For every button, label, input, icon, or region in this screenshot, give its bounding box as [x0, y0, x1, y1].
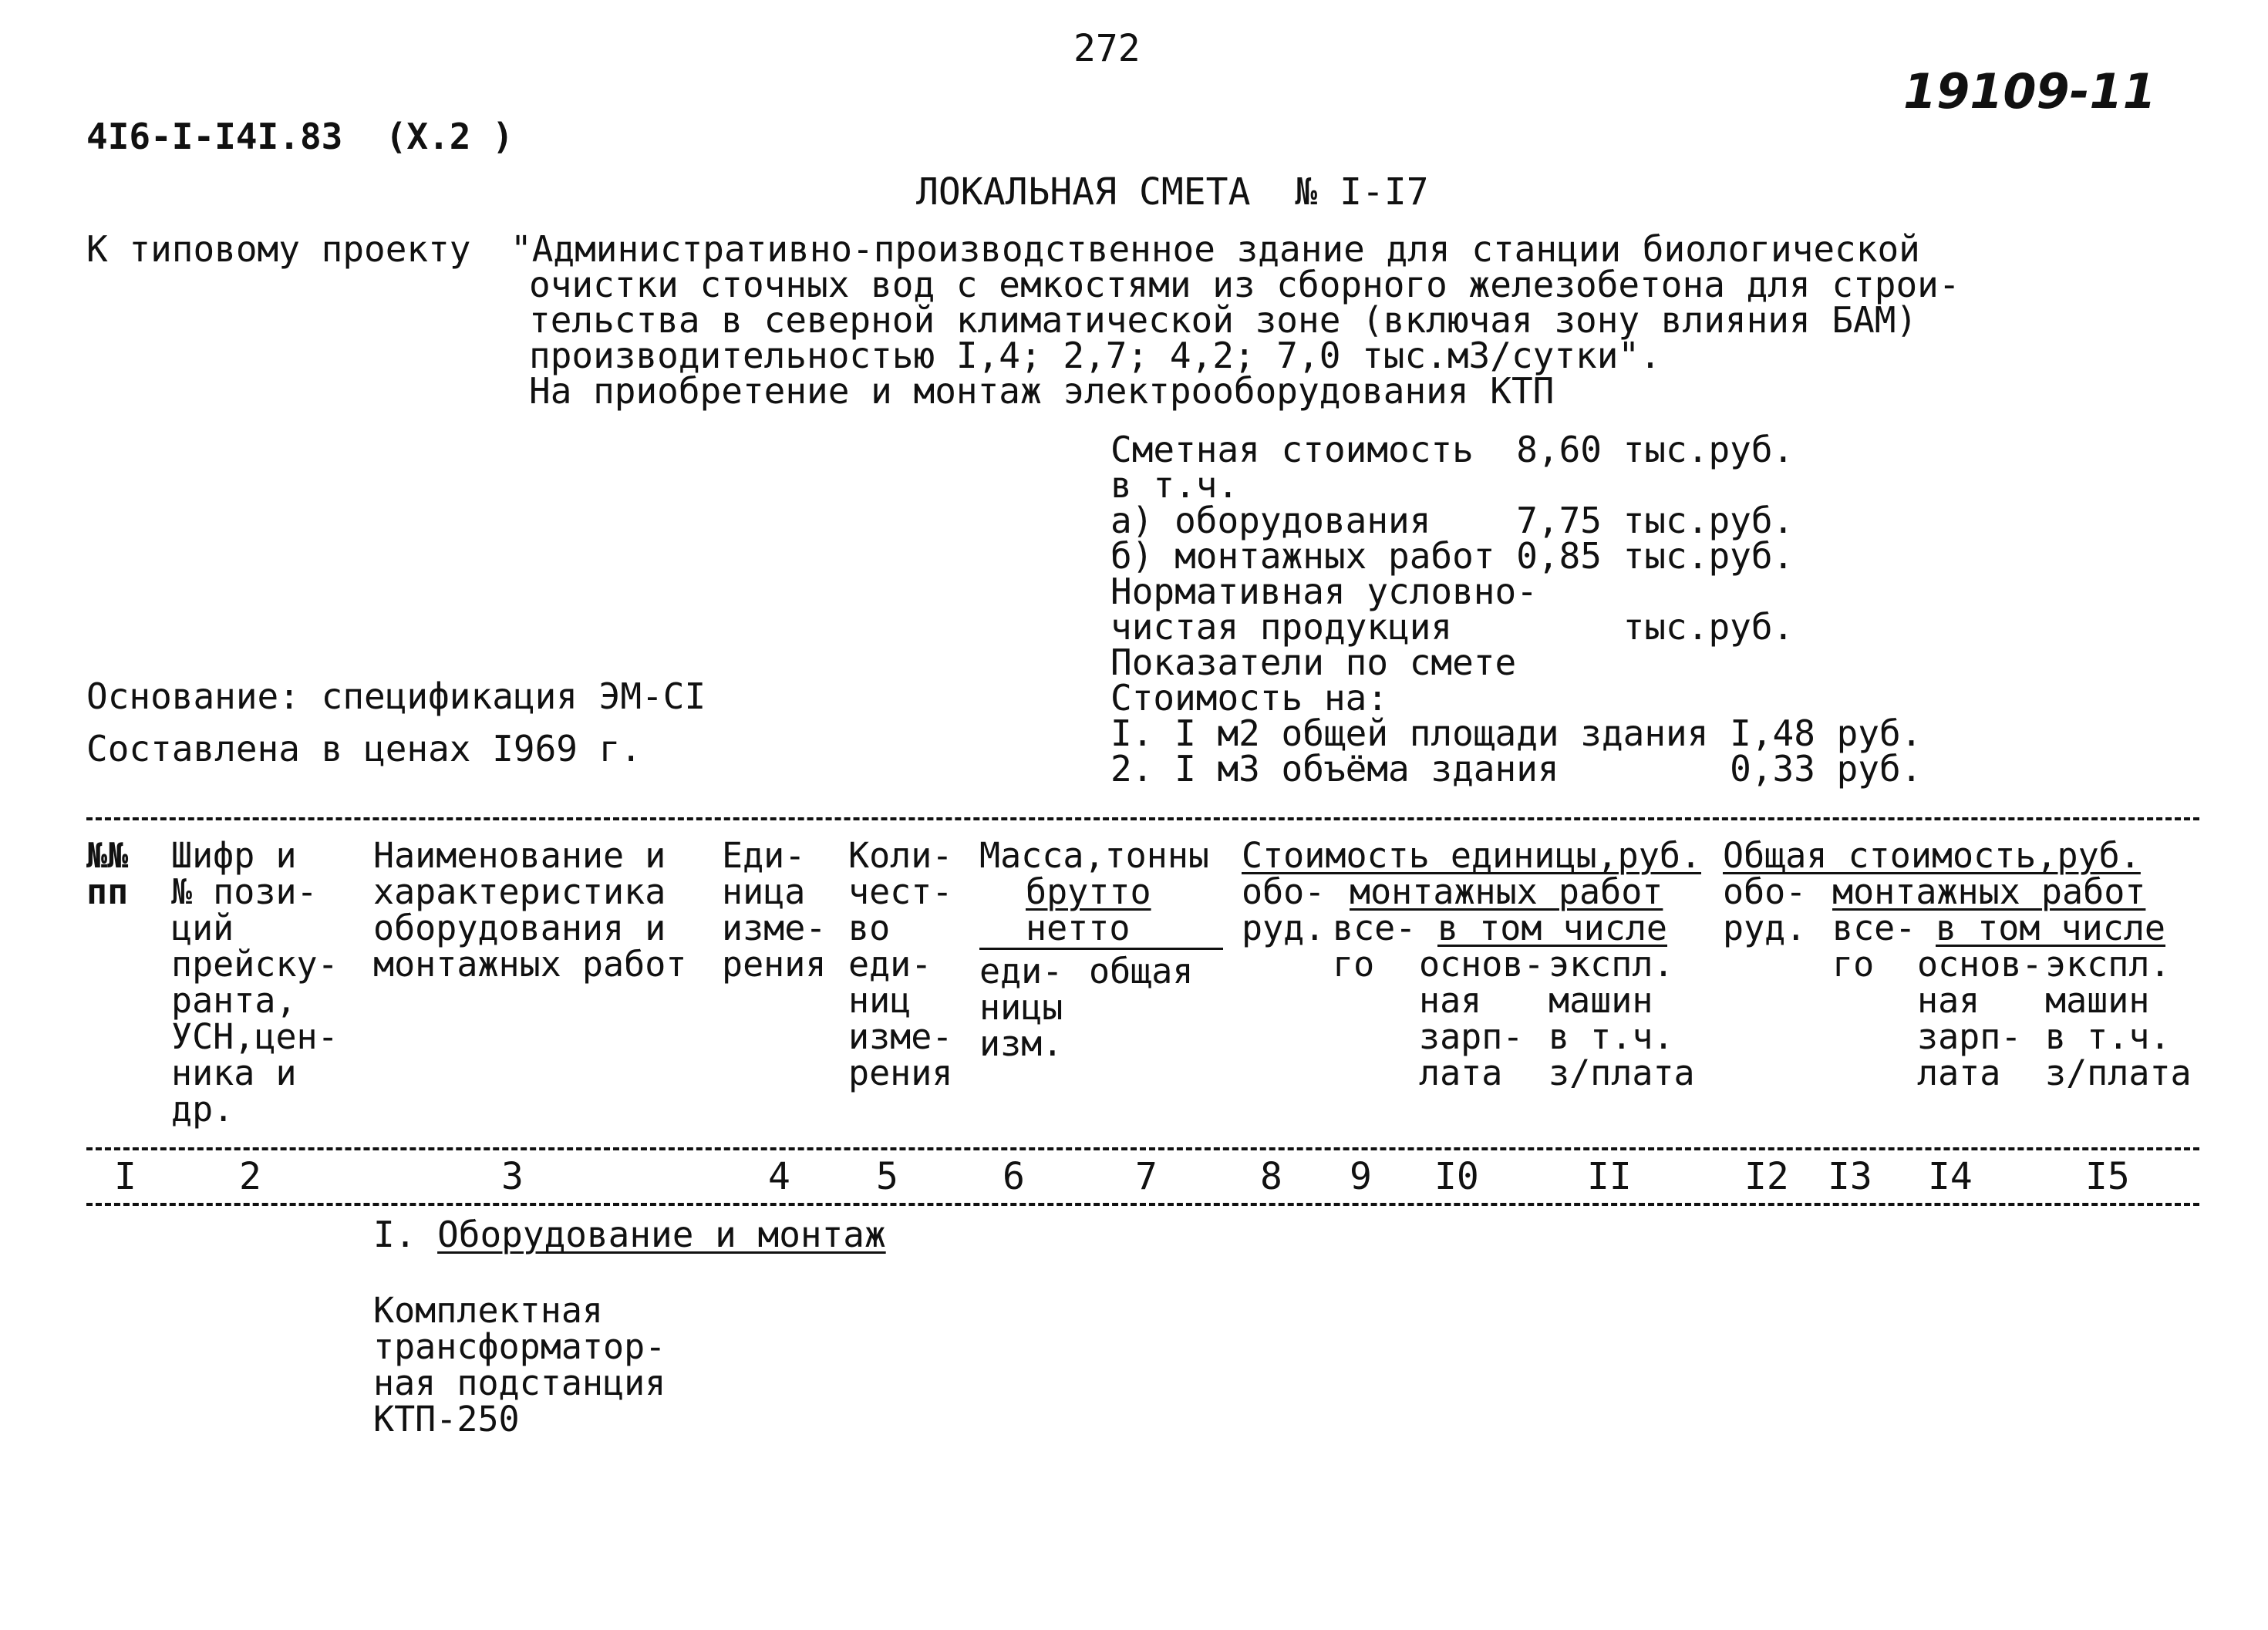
- project-line: производительностью I,4; 2,7; 4,2; 7,0 тыс.м3/сутки".: [529, 335, 1661, 376]
- section-title: Оборудование и монтаж: [437, 1214, 886, 1255]
- summary-line: в т.ч.: [1110, 464, 1239, 506]
- basis-line: Основание: спецификация ЭМ-СI: [86, 675, 706, 717]
- col-header-total-all: все- го: [1832, 908, 1916, 985]
- col-header-mass: Масса,тонны: [979, 835, 1210, 876]
- handwritten-code: 19109-11: [1903, 63, 2156, 120]
- col-header-total-machines: экспл. машин в т.ч. з/плата: [2045, 944, 2192, 1093]
- col-number: I: [114, 1155, 136, 1198]
- project-line: тельства в северной климатической зоне (включая зону влияния БАМ): [529, 299, 1918, 341]
- document-title: ЛОКАЛЬНАЯ СМЕТА № I-I7: [916, 170, 1429, 214]
- col-header-total-incl: в том числе: [1936, 908, 2166, 948]
- summary-line: б) монтажных работ 0,85 тыс.руб.: [1110, 535, 1795, 577]
- numbers-bottom-rule: [86, 1203, 2199, 1206]
- doc-code: 4I6-I-I4I.83 (X.2 ): [86, 116, 514, 157]
- col-number: I0: [1434, 1155, 1479, 1198]
- col-header-mass-unit: еди- ницы изм.: [979, 951, 1063, 1064]
- section-prefix: I.: [373, 1214, 438, 1255]
- col-number: I5: [2085, 1155, 2130, 1198]
- col-header-unit-machines: экспл. машин в т.ч. з/плата: [1549, 944, 1695, 1093]
- summary-line: I. I м2 общей площади здания I,48 руб.: [1110, 712, 1923, 754]
- section-heading: [373, 1214, 886, 1255]
- summary-line: Стоимость на:: [1110, 677, 1389, 719]
- project-line: На приобретение и монтаж электрооборудования КТП: [529, 370, 1555, 412]
- project-line: очистки сточных вод с емкостями из сборного железобетона для строи-: [529, 264, 1960, 305]
- project-label: К типовому проекту: [86, 228, 471, 270]
- col-number: 7: [1135, 1155, 1158, 1198]
- col-header-unit-mount: монтажных работ: [1350, 871, 1663, 912]
- mass-rule: [979, 948, 1223, 950]
- col-number: 3: [501, 1155, 524, 1198]
- col-number: 5: [876, 1155, 898, 1198]
- col-number: II: [1587, 1155, 1632, 1198]
- prices-line: Составлена в ценах I969 г.: [86, 728, 642, 770]
- col-header-mass-total: общая: [1089, 951, 1194, 992]
- col-header-total-mount: монтажных работ: [1832, 871, 2146, 912]
- col-header-name: Наименование и характеристика оборудования и монтажных работ: [373, 835, 687, 985]
- col-header-total-wage: основ- ная зарп- лата: [1917, 944, 2043, 1093]
- col-header-total-equip: обо- руд.: [1723, 871, 1807, 948]
- project-line: "Административно-производственное здание для станции биологической: [511, 228, 1920, 270]
- col-header-code: Шифр и № пози- ций прейску- ранта, УСН,цен- ника и др.: [171, 835, 339, 1130]
- col-header-netto: нетто: [1026, 908, 1131, 948]
- col-header-quantity: Коли- чест- во еди- ниц изме- рения: [848, 835, 953, 1093]
- col-number: 9: [1350, 1155, 1372, 1198]
- summary-line: 2. I м3 объёма здания 0,33 руб.: [1110, 748, 1923, 790]
- col-header-unit-all: все- го: [1333, 908, 1417, 985]
- summary-line: Сметная стоимость 8,60 тыс.руб.: [1110, 429, 1795, 470]
- item-name: Комплектная трансформатор- ная подстанция КТП-250: [373, 1290, 666, 1440]
- col-header-unit-incl: в том числе: [1437, 908, 1668, 948]
- col-number: I3: [1828, 1155, 1872, 1198]
- table-top-rule: [86, 817, 2199, 820]
- col-header-unit: Еди- ница изме- рения: [722, 835, 827, 985]
- col-header-brutto: брутто: [1026, 871, 1151, 912]
- col-number: I2: [1744, 1155, 1789, 1198]
- col-header-unit-equip: обо- руд.: [1242, 871, 1326, 948]
- col-number: 6: [1003, 1155, 1025, 1198]
- page-number: 272: [1073, 27, 1141, 70]
- col-number: 2: [239, 1155, 261, 1198]
- summary-line: Нормативная условно-: [1110, 571, 1538, 612]
- col-header-total-cost: Общая стоимость,руб.: [1723, 835, 2141, 876]
- col-header-number: №№ пп: [86, 835, 129, 912]
- summary-line: Показатели по смете: [1110, 642, 1517, 683]
- summary-line: а) оборудования 7,75 тыс.руб.: [1110, 500, 1795, 541]
- header-bottom-rule: [86, 1147, 2199, 1150]
- col-number: 4: [768, 1155, 790, 1198]
- col-header-unit-cost: Стоимость единицы,руб.: [1242, 835, 1702, 876]
- col-number: 8: [1260, 1155, 1282, 1198]
- col-number: I4: [1928, 1155, 1973, 1198]
- col-header-unit-wage: основ- ная зарп- лата: [1419, 944, 1545, 1093]
- summary-line: чистая продукция тыс.руб.: [1110, 606, 1795, 648]
